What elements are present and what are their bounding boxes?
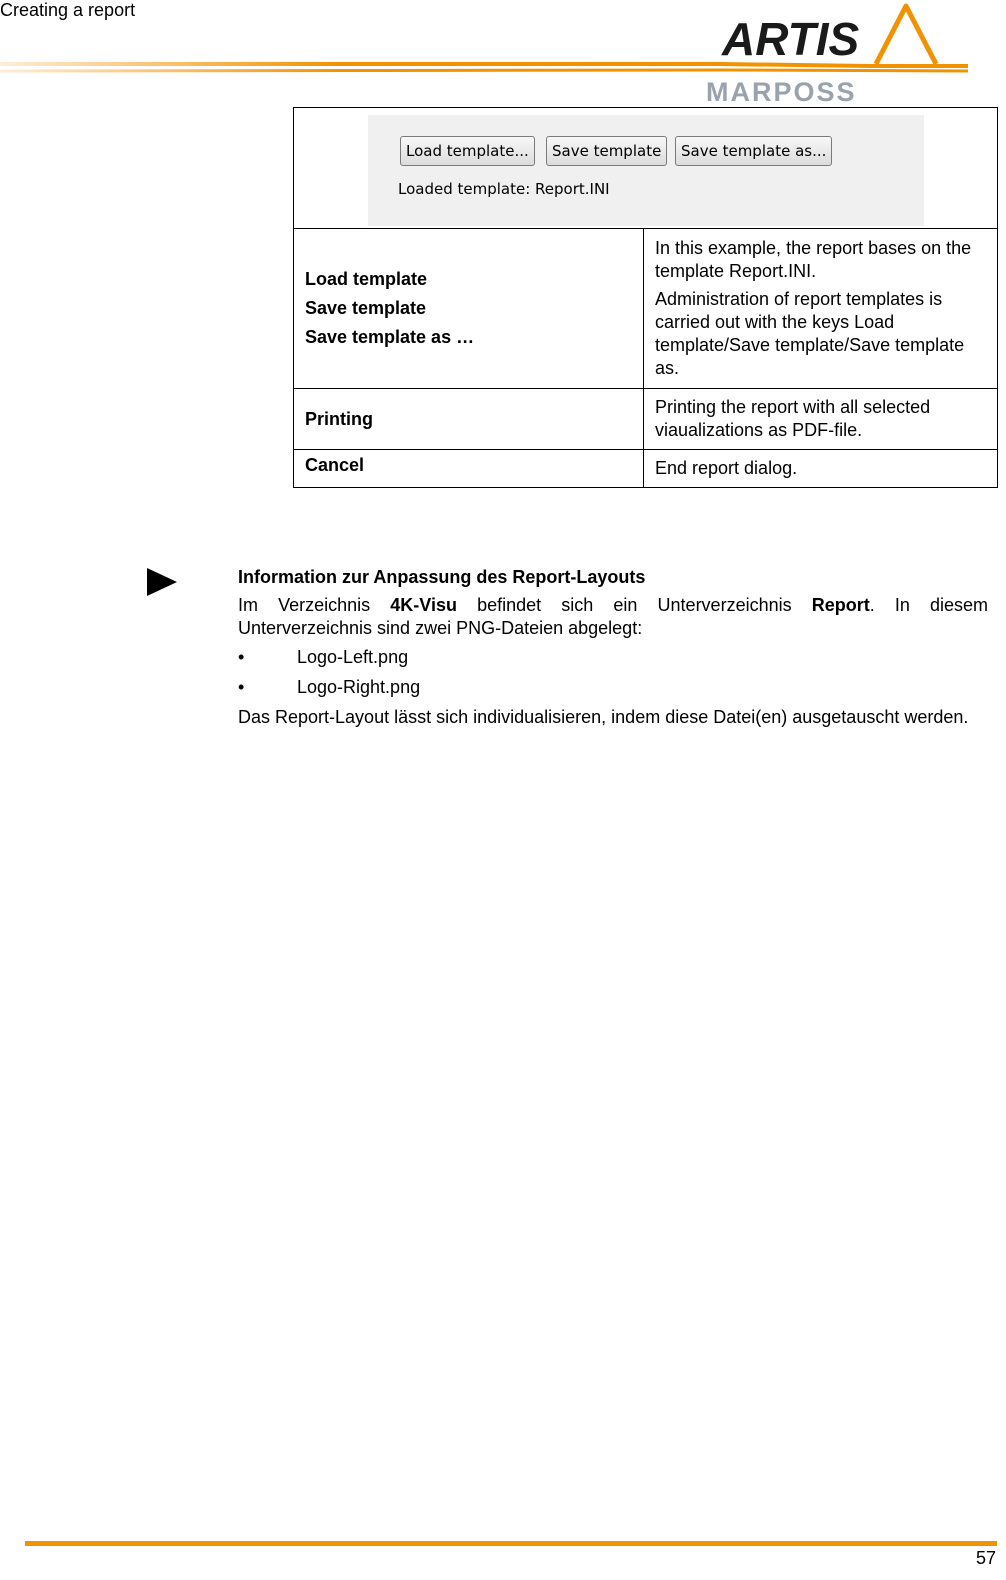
info-section (238, 566, 988, 735)
key-cancel: Cancel (305, 455, 365, 475)
logo-artis-text: ARTIS (722, 13, 860, 65)
bullet-icon: • (238, 677, 245, 697)
info-subdir-name: Report (811, 595, 870, 615)
table-row (294, 229, 998, 389)
desc-cell (644, 389, 998, 450)
info-paragraph (238, 594, 988, 640)
info-heading: Information zur Anpassung des Report-Layouts (238, 567, 646, 587)
logo-swoosh-line-2 (0, 70, 968, 71)
header-title: Creating a report (0, 0, 136, 20)
key-cell (294, 229, 644, 389)
info-text: befindet sich ein Unterverzeichnis (456, 595, 812, 615)
list-item-text: Logo-Left.png (297, 647, 409, 667)
artis-marposs-logo (0, 0, 1006, 105)
load-template-button[interactable]: Load template... (400, 136, 535, 166)
desc-cell (644, 229, 998, 389)
info-arrow-icon (147, 568, 177, 596)
list-item (238, 676, 988, 699)
list-item (238, 646, 988, 669)
key-load-template: Load template (305, 269, 428, 289)
key-save-template-as: Save template as … (305, 327, 475, 347)
table-row-screenshot (294, 108, 998, 229)
table-row (294, 389, 998, 450)
save-template-button[interactable]: Save template (546, 136, 667, 166)
logo-triangle-icon (876, 6, 936, 64)
key-printing: Printing (305, 408, 373, 429)
save-template-as-button[interactable]: Save template as... (675, 136, 832, 166)
key-save-template: Save template (305, 298, 427, 318)
info-text: . In diesem Unterverzeichnis sind zwei PNG-Dateien abgelegt: (238, 595, 988, 638)
screenshot-cell (294, 108, 998, 229)
desc-text: End report dialog. (655, 458, 798, 478)
logo-marposs-text: MARPOSS (706, 77, 857, 105)
report-table (293, 107, 998, 488)
desc-cell (644, 450, 998, 488)
desc-text: In this example, the report bases on the template Report.INI. (655, 238, 972, 281)
info-dir-name: 4K-Visu (390, 595, 457, 615)
page-number: 57 (975, 1548, 996, 1568)
desc-text: Printing the report with all selected viaualizations as PDF-file. (655, 397, 931, 440)
key-cell (294, 450, 644, 488)
info-paragraph: Das Report-Layout lässt sich individualisieren, indem diese Datei(en) ausgetauscht werden. (238, 707, 969, 727)
desc-text: Administration of report templates is carried out with the keys Load template/Save template/Save template as. (655, 289, 965, 378)
template-screenshot (368, 115, 924, 226)
info-text: Im Verzeichnis (238, 595, 391, 615)
footer-divider (25, 1541, 997, 1546)
bullet-icon: • (238, 647, 245, 667)
table-row (294, 450, 998, 488)
list-item-text: Logo-Right.png (297, 677, 421, 697)
key-cell (294, 389, 644, 450)
loaded-template-label: Loaded template: Report.INI (398, 179, 610, 198)
